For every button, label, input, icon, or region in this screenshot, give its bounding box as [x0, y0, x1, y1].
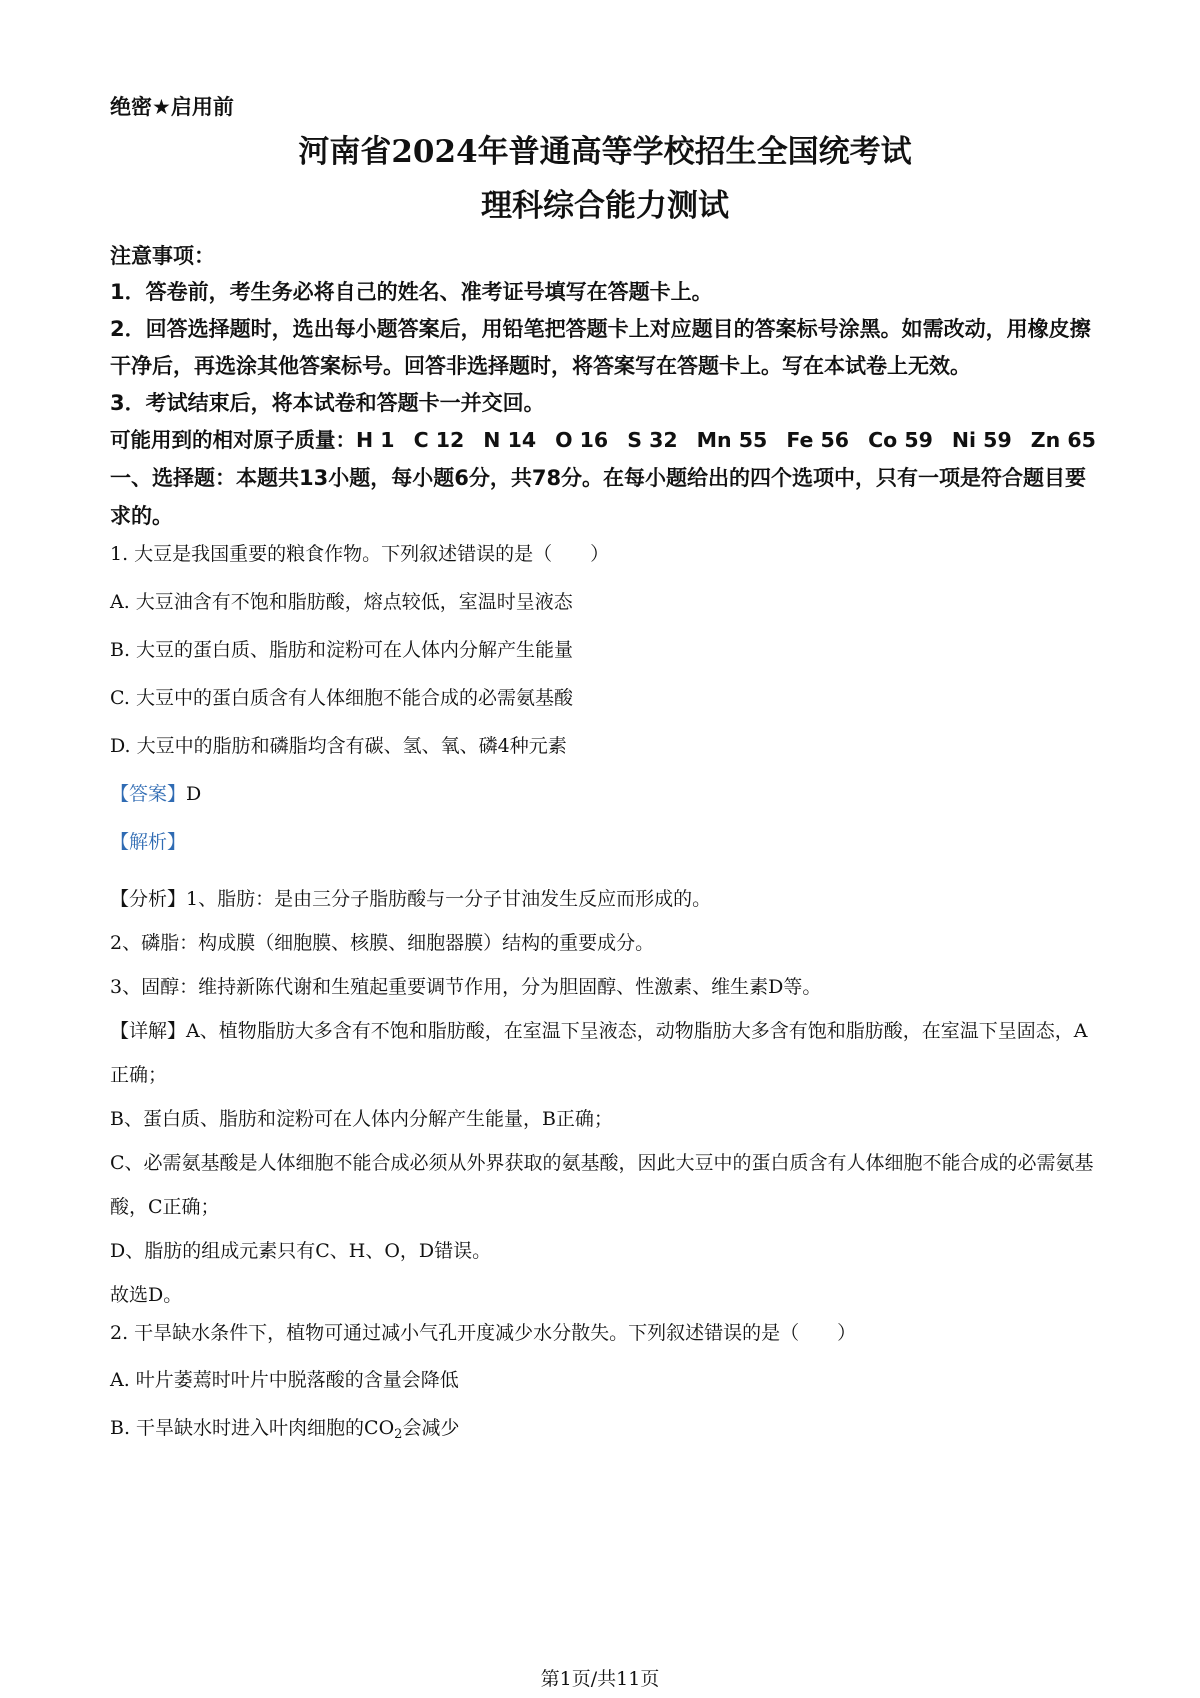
atomic-masses: [110, 422, 1100, 459]
option-b: [110, 1415, 1100, 1448]
atomic-mass-item: Zn 65: [1030, 428, 1096, 452]
option-b: B. 大豆的蛋白质、脂肪和淀粉可在人体内分解产生能量: [110, 639, 574, 661]
answer-tag: 【答案】: [110, 783, 187, 805]
atomic-masses-label: 可能用到的相对原子质量：: [110, 428, 356, 452]
page-footer: 第1页/共11页: [540, 1668, 660, 1690]
analysis-line: 【分析】1、脂肪：是由三分子脂肪酸与一分子甘油发生反应而形成的。: [110, 888, 712, 910]
option-a: A. 大豆油含有不饱和脂肪酸，熔点较低，室温时呈液态: [110, 591, 573, 613]
analysis-line: 故选D。: [110, 1284, 183, 1306]
atomic-mass-item: H 1: [356, 428, 395, 452]
exam-title: 河南省2024年普通高等学校招生全国统考试: [298, 134, 912, 170]
answer-value: D: [186, 783, 202, 805]
question-2: [110, 1320, 1100, 1448]
analysis-line: 3、固醇：维持新陈代谢和生殖起重要调节作用，分为胆固醇、性激素、维生素D等。: [110, 976, 822, 998]
exam-subtitle: 理科综合能力测试: [481, 188, 729, 224]
atomic-mass-item: S 32: [627, 428, 678, 452]
option-c: C. 大豆中的蛋白质含有人体细胞不能合成的必需氨基酸: [110, 687, 573, 709]
subscript: 2: [394, 1427, 403, 1442]
atomic-mass-item: C 12: [413, 428, 465, 452]
notice-block: [110, 238, 1100, 459]
analysis-line: 2、磷脂：构成膜（细胞膜、核膜、细胞器膜）结构的重要成分。: [110, 932, 655, 954]
analysis-line: 【详解】A、植物脂肪大多含有不饱和脂肪酸，在室温下呈液态，动物脂肪大多含有饱和脂肪酸，在室温下呈固态，A正确；: [110, 1020, 1088, 1086]
analysis-line: C、必需氨基酸是人体细胞不能合成必须从外界获取的氨基酸，因此大豆中的蛋白质含有人体细胞不能合成的必需氨基酸，C正确；: [110, 1152, 1094, 1218]
question-stem: 1. 大豆是我国重要的粮食作物。下列叙述错误的是（ ）: [110, 543, 610, 565]
analysis-tag: 【解析】: [110, 831, 187, 853]
atomic-mass-item: Ni 59: [951, 428, 1012, 452]
question-stem: 2. 干旱缺水条件下，植物可通过减小气孔开度减少水分散失。下列叙述错误的是（ ）: [110, 1322, 857, 1344]
exam-page: [110, 92, 1100, 1470]
atomic-mass-item: Co 59: [868, 428, 933, 452]
notice-item-3: 3．考试结束后，将本试卷和答题卡一并交回。: [110, 391, 545, 415]
confidential-mark: 绝密★启用前: [110, 95, 234, 119]
analysis-line: B、蛋白质、脂肪和淀粉可在人体内分解产生能量，B正确；: [110, 1108, 613, 1130]
atomic-mass-item: Mn 55: [696, 428, 768, 452]
atomic-mass-item: O 16: [555, 428, 609, 452]
analysis-body: [110, 877, 1100, 1317]
notice-item-1: 1．答卷前，考生务必将自己的姓名、准考证号填写在答题卡上。: [110, 280, 713, 304]
option-d: D. 大豆中的脂肪和磷脂均含有碳、氢、氧、磷4种元素: [110, 735, 567, 757]
analysis-line: D、脂肪的组成元素只有C、H、O，D错误。: [110, 1240, 492, 1262]
atomic-mass-item: N 14: [483, 428, 537, 452]
answer-line: [110, 781, 1100, 807]
section-heading: 一、选择题：本题共13小题，每小题6分，共78分。在每小题给出的四个选项中，只有一项是符合题目要求的。: [110, 466, 1087, 528]
question-1: [110, 541, 1100, 1317]
option-b-text: B. 干旱缺水时进入叶肉细胞的CO: [110, 1417, 395, 1439]
notice-heading: 注意事项：: [110, 244, 215, 268]
option-a: A. 叶片萎蔫时叶片中脱落酸的含量会降低: [110, 1369, 459, 1391]
notice-item-2: 2．回答选择题时，选出每小题答案后，用铅笔把答题卡上对应题目的答案标号涂黑。如需改动，用橡皮擦干净后，再选涂其他答案标号。回答非选择题时，将答案写在答题卡上。写在本试卷上无效。: [110, 317, 1091, 378]
atomic-mass-item: Fe 56: [786, 428, 850, 452]
option-b-suffix: 会减少: [402, 1417, 460, 1439]
